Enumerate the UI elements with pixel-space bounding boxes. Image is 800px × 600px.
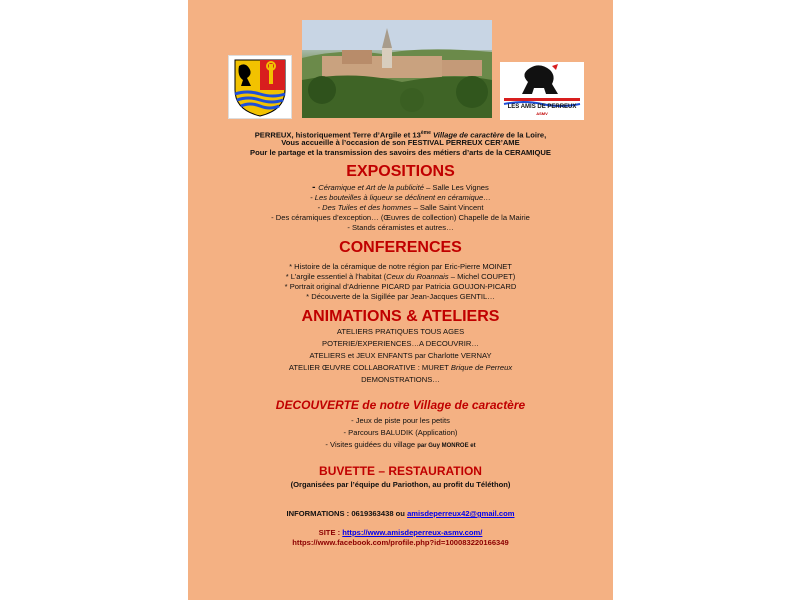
amis-de-perreux-logo [500,62,584,120]
expo-tuiles: - Des Tuiles et des hommes [317,203,412,212]
expo-line-1 [188,183,613,193]
expo-line-4: - Des céramiques d’exception… (Œuvres de collection) Chapelle de la Mairie [271,213,530,222]
expo-line-3 [188,203,613,213]
buvette-line-1: (Organisées par l’équipe du Pariothon, au profit du Téléthon) [290,480,511,489]
intro-line-2: Vous accueille à l’occasion de son FESTIVAL PERREUX CER’AME [281,138,520,147]
conf-line-2 [188,272,613,282]
intro-line-3: Pour le partage et la transmission des savoirs des métiers d’arts de la CERAMIQUE [250,148,551,157]
anim-line-2: POTERIE/EXPERIENCES…A DECOUVRIR… [322,339,479,348]
dec-line-3 [188,440,613,451]
asso-logo-subtext: ASMV [536,111,548,116]
facebook-link[interactable]: https://www.facebook.com/profile.php?id=100083220166349 [292,538,509,547]
animations-heading: ANIMATIONS & ATELIERS [301,308,500,325]
site-line [188,528,613,538]
village-photo [302,20,492,118]
dec-text: - Visites guidées du village [325,440,418,449]
asso-logo-text: LES AMIS DE PERREUX [507,104,577,110]
expositions-heading: EXPOSITIONS [346,163,455,180]
conf-text: * L’argile essentiel à l’habitat ( [285,272,387,281]
intro-text-end: de la Loire, [504,130,547,140]
expo-line-2: - Les bouteilles à liqueur se déclinent en céramique… [310,193,491,202]
decouverte-heading: DECOUVERTE de notre Village de caractère [275,398,526,412]
shield-icon [229,56,291,118]
intro-sup: ème [420,130,431,136]
conf-italic: Ceux du Roannais [386,272,449,281]
anim-line-5: DEMONSTRATIONS… [361,375,440,384]
conferences-heading: CONFERENCES [339,239,462,256]
dec-line-2: - Parcours BALUDIK (Application) [343,428,458,437]
intro-text: PERREUX, historiquement Terre d’Argile et 13 [254,130,421,140]
anim-text: ATELIER ŒUVRE COLLABORATIVE : MURET [288,363,451,372]
site-label: SITE : [318,528,343,537]
anim-line-1: ATELIERS PRATIQUES TOUS AGES [336,327,465,336]
conf-text-end: – Michel COUPET) [448,272,516,281]
conf-line-1: * Histoire de la céramique de notre région par Eric-Pierre MOINET [289,262,512,271]
conf-line-3: * Portrait original d’Adrienne PICARD par Patricia GOUJON-PICARD [284,282,517,291]
expo-rest: – Salle Les Vignes [423,183,489,192]
email-link[interactable]: amisdeperreux42@gmail.com [407,509,515,518]
lion-icon [500,62,584,108]
expo-dash: - [312,182,319,193]
poster [188,0,613,600]
intro-italic: Village de caractère [430,130,505,140]
anim-italic: Brique de Perreux [450,363,513,372]
site-link[interactable]: https://www.amisdeperreux-asmv.com/ [342,528,483,537]
buvette-heading: BUVETTE – RESTAURATION [319,464,482,478]
expo-salle: – Salle Saint Vincent [411,203,484,212]
dec-guide: par Guy MONROE et [417,443,476,449]
expo-line-5: - Stands céramistes et autres… [347,223,454,232]
anim-line-4 [188,363,613,373]
contact-info [188,509,613,519]
coat-of-arms-logo [228,55,292,119]
contact-label: INFORMATIONS : 0619363438 ou [286,509,408,518]
village-church-image [302,20,492,118]
dec-line-1: - Jeux de piste pour les petits [351,416,450,425]
expo-italic: Céramique et Art de la publicité [318,183,424,192]
conf-line-4: * Découverte de la Sigillée par Jean-Jacques GENTIL… [306,292,495,301]
anim-line-3: ATELIERS et JEUX ENFANTS par Charlotte VERNAY [309,351,492,360]
